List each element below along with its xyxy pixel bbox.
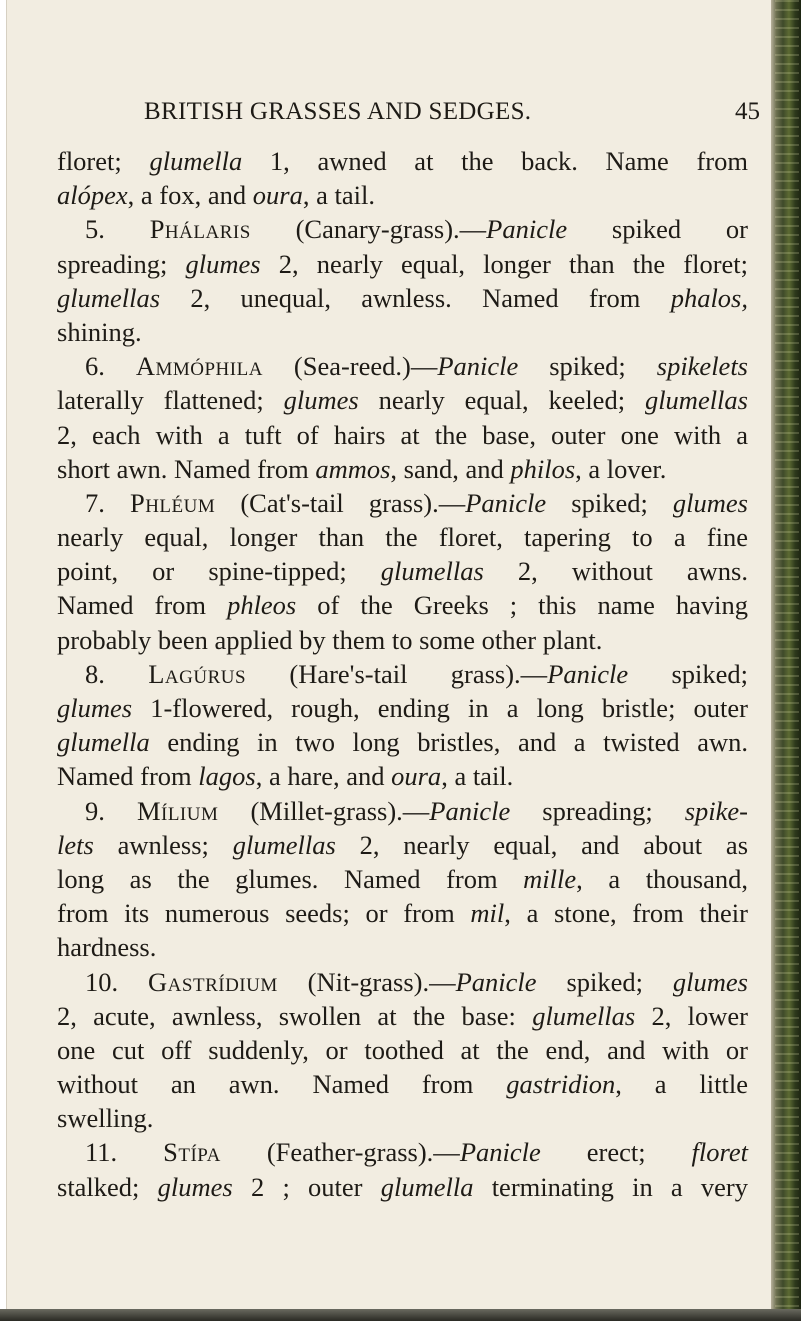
text-run: nearly equal, keeled; xyxy=(358,385,645,416)
italic-term: glumellas xyxy=(57,282,161,313)
text-run: probably been applied by them to some other plant. xyxy=(57,624,603,655)
text-run: , a stone, from their xyxy=(504,898,748,929)
text-run: long as the glumes. Named from xyxy=(57,863,524,894)
italic-term: philos xyxy=(510,453,576,484)
italic-term: Panicle xyxy=(429,795,511,826)
italic-term: glumella xyxy=(380,1171,474,1202)
text-line xyxy=(57,212,748,246)
text-line xyxy=(57,623,748,657)
text-run: spiked or xyxy=(567,214,748,245)
genus-name: Ammóphila xyxy=(135,351,263,382)
body-text xyxy=(57,144,748,1204)
text-run: 2, without awns. xyxy=(483,556,748,587)
text-run: swelling. xyxy=(57,1103,154,1134)
text-run: erect; xyxy=(540,1137,692,1168)
text-run: without an awn. Named from xyxy=(57,1069,507,1100)
text-line xyxy=(57,418,748,452)
text-line xyxy=(57,965,748,999)
page-header xyxy=(100,98,760,138)
binding-texture xyxy=(775,0,799,1321)
italic-term: Panicle xyxy=(486,214,568,245)
text-run: shining. xyxy=(57,316,142,347)
italic-term: lagos xyxy=(198,761,256,792)
text-line xyxy=(57,554,748,588)
genus-name: Stípa xyxy=(163,1137,221,1168)
text-run: , a hare, and xyxy=(255,761,392,792)
italic-term: glumes xyxy=(57,693,133,723)
text-line xyxy=(57,930,748,964)
text-run: nearly equal, longer than the floret, tapering to a fine xyxy=(57,522,748,553)
text-line xyxy=(57,520,748,554)
text-line xyxy=(57,725,748,759)
italic-term: floret xyxy=(691,1137,748,1168)
italic-term: spike- xyxy=(684,795,749,826)
text-line xyxy=(57,759,748,793)
italic-term: glumes xyxy=(672,966,748,997)
italic-term: Panicle xyxy=(437,351,519,382)
text-line xyxy=(57,1067,748,1101)
text-run: (Canary-grass).— xyxy=(250,214,487,245)
italic-term: Panicle xyxy=(459,1137,541,1168)
text-run: 2, unequal, awnless. Named from xyxy=(160,282,671,313)
text-line xyxy=(57,349,748,383)
italic-term: glumella xyxy=(57,727,150,758)
text-run: short awn. Named from xyxy=(57,453,316,484)
text-line xyxy=(57,588,748,622)
text-run: 2, acute, awnless, swollen at the base: xyxy=(57,1000,533,1031)
italic-term: Panicle xyxy=(465,487,547,518)
text-run: spiked; xyxy=(518,351,657,382)
text-run: point, or spine-tipped; xyxy=(57,556,381,587)
italic-term: ammos xyxy=(315,453,391,484)
text-run: (Millet-grass).— xyxy=(218,795,430,826)
text-run: , a thousand, xyxy=(576,863,748,894)
text-line xyxy=(57,691,748,725)
text-run: (Nit-grass).— xyxy=(277,966,456,997)
text-line xyxy=(57,144,748,178)
text-run: floret; xyxy=(57,146,150,176)
italic-term: glumes xyxy=(185,248,261,279)
italic-term: glumellas xyxy=(532,1000,636,1031)
text-run: hardness. xyxy=(57,932,157,963)
italic-term: glumellas xyxy=(380,556,484,587)
text-run: , sand, and xyxy=(390,453,511,484)
italic-term: gastridion xyxy=(506,1069,616,1100)
text-line xyxy=(57,1135,748,1169)
italic-term: phleos xyxy=(227,590,297,621)
italic-term: glumes xyxy=(157,1171,233,1202)
text-run: 2, lower xyxy=(635,1000,748,1031)
text-run: stalked; xyxy=(57,1171,158,1202)
text-run: spreading; xyxy=(510,795,685,826)
text-line xyxy=(57,896,748,930)
italic-term: Panicle xyxy=(455,966,537,997)
genus-name: Phléum xyxy=(129,487,216,518)
italic-term: phalos, xyxy=(670,282,748,313)
italic-term: glumes xyxy=(672,487,748,518)
text-run: 7. xyxy=(85,487,130,518)
text-run: 1, awned at the back. Name from xyxy=(242,146,748,176)
text-line xyxy=(57,486,748,520)
text-run: 8. xyxy=(85,658,149,689)
text-run: ending in two long bristles, and a twisted awn. xyxy=(149,727,748,758)
italic-term: glumella xyxy=(149,146,243,176)
text-run: 11. xyxy=(85,1137,164,1168)
page-bottom-edge xyxy=(0,1309,801,1321)
italic-term: lets xyxy=(57,829,94,860)
text-run: 6. xyxy=(85,351,136,382)
text-run: awnless; xyxy=(93,829,233,860)
text-line xyxy=(57,657,748,691)
text-run: (Sea-reed.)— xyxy=(262,351,438,382)
text-run: , a little xyxy=(615,1069,748,1100)
page-number: 45 xyxy=(735,98,760,125)
italic-term: glumellas xyxy=(232,829,336,860)
italic-term: oura xyxy=(391,761,442,792)
text-line xyxy=(57,1101,748,1135)
genus-name: Lagúrus xyxy=(148,658,247,689)
text-line xyxy=(57,1170,748,1204)
text-line xyxy=(57,178,748,212)
text-run: laterally flattened; xyxy=(57,385,284,416)
running-title: BRITISH GRASSES AND SEDGES. xyxy=(144,98,532,125)
text-line xyxy=(57,794,748,828)
text-line xyxy=(57,862,748,896)
text-run: (Feather-grass).— xyxy=(220,1137,460,1168)
text-line xyxy=(57,315,748,349)
text-line xyxy=(57,383,748,417)
text-run: spiked; xyxy=(546,487,673,518)
text-run: , a tail. xyxy=(302,180,375,211)
text-run: 2, each with a tuft of hairs at the base, outer one with a xyxy=(57,419,748,450)
text-line xyxy=(57,828,748,862)
text-run: from its numerous seeds; or from xyxy=(57,898,471,929)
text-run: spreading; xyxy=(57,248,186,279)
text-line xyxy=(57,999,748,1033)
italic-term: glumes xyxy=(283,385,359,416)
text-run: one cut off suddenly, or toothed at the end, and with or xyxy=(57,1034,748,1065)
text-run: 1-flowered, rough, ending in a long bristle; outer xyxy=(132,693,748,723)
genus-name: Mílium xyxy=(136,795,219,826)
text-line xyxy=(57,452,748,486)
text-run: (Cat's-tail grass).— xyxy=(215,487,466,518)
text-run: , a fox, and xyxy=(127,180,253,211)
italic-term: mille xyxy=(523,863,577,894)
text-run: 5. xyxy=(85,214,150,245)
text-run: Named from xyxy=(57,761,199,792)
text-run: 2, nearly equal, and about as xyxy=(335,829,749,860)
book-binding-edge xyxy=(771,0,801,1321)
italic-term: oura xyxy=(252,180,303,211)
italic-term: Panicle xyxy=(547,658,629,689)
text-run: 2, nearly equal, longer than the floret; xyxy=(260,248,748,279)
text-run: spiked; xyxy=(628,658,749,689)
text-run: terminating in a very xyxy=(473,1171,749,1202)
text-run: spiked; xyxy=(536,966,673,997)
text-run: Named from xyxy=(57,590,228,621)
page-left-margin-edge xyxy=(0,0,7,1321)
text-run: , a lover. xyxy=(575,453,667,484)
text-run: of the Greeks ; this name having xyxy=(296,590,748,621)
text-run: (Hare's-tail grass).— xyxy=(246,658,548,689)
genus-name: Phálaris xyxy=(149,214,251,245)
text-line xyxy=(57,1033,748,1067)
text-line xyxy=(57,281,748,315)
genus-name: Gastrídium xyxy=(148,966,278,997)
italic-term: glumellas xyxy=(644,385,748,416)
text-line xyxy=(57,247,748,281)
text-run: 9. xyxy=(85,795,137,826)
italic-term: alópex xyxy=(57,180,128,211)
italic-term: spikelets xyxy=(656,351,748,382)
italic-term: mil xyxy=(470,898,505,929)
text-run: 10. xyxy=(85,966,149,997)
text-run: 2 ; outer xyxy=(232,1171,381,1202)
text-run: , a tail. xyxy=(441,761,514,792)
